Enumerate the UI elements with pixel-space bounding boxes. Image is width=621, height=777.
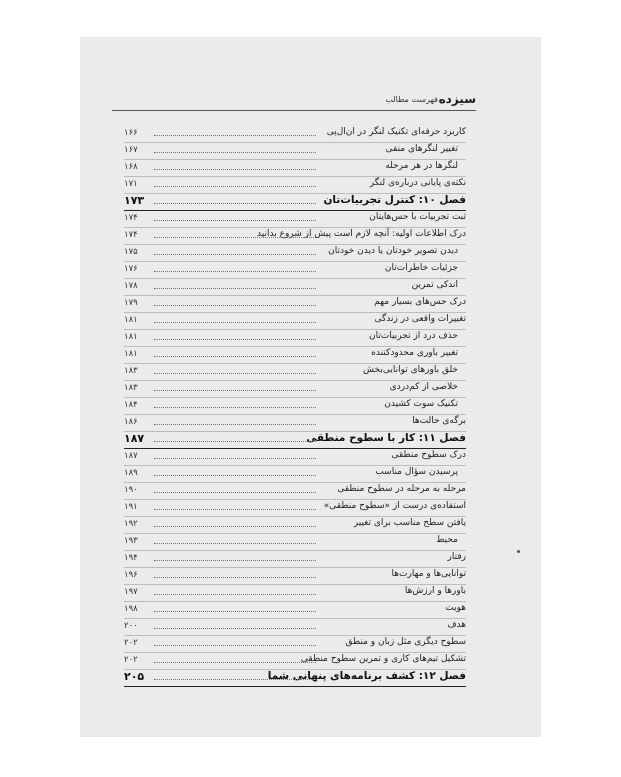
toc-page-number: ۱۹۱ [124,502,138,512]
toc-row [124,279,466,296]
toc-page-number: ۱۸۹ [124,468,138,478]
leader-dots [154,611,316,612]
toc-page-number: ۱۸۳ [124,366,138,376]
toc-page-number: ۱۸۱ [124,315,138,325]
running-header-subtitle: فهرست مطالب [385,95,438,104]
leader-dots [154,679,316,680]
toc-page-number: ۱۹۲ [124,519,138,529]
toc-row [124,177,466,194]
page-speck [517,550,520,553]
toc-page-number: ۱۸۱ [124,332,138,342]
toc-row [124,330,466,347]
toc-row [124,534,466,551]
toc-page-number: ۱۷۹ [124,298,138,308]
toc-page-number: ۱۸۶ [124,417,138,427]
toc-title: پرسیدن سؤال مناسب [375,467,458,477]
toc-row [124,211,466,228]
toc-title: استفاده‌ی درست از «سطوح منطقی» [323,501,466,511]
toc-title: برگه‌ی حالت‌ها [412,416,466,426]
toc-page-number: ۱۹۳ [124,536,138,546]
toc-page-number: ۱۹۶ [124,570,138,580]
toc-row [124,466,466,483]
toc-title: هویت [445,603,466,613]
leader-dots [154,169,316,170]
toc-page-number: ۱۸۴ [124,400,138,410]
leader-dots [154,152,316,153]
toc-row [124,483,466,500]
leader-dots [154,237,316,238]
toc-row [124,415,466,432]
toc-row [124,313,466,330]
toc-row [124,381,466,398]
leader-dots [154,594,316,595]
leader-dots [154,441,316,442]
toc-row [124,449,466,466]
leader-dots [154,577,316,578]
leader-dots [154,509,316,510]
toc-row [124,619,466,636]
toc-page-number: ۲۰۲ [124,655,138,665]
toc-title: ثبت تجربیات با حس‌هایتان [369,212,466,222]
toc-page-number: ۱۸۱ [124,349,138,359]
toc-row [124,160,466,177]
leader-dots [154,254,316,255]
toc-row [124,245,466,262]
toc-title: درک اطلاعات اولیه: آنچه لازم است پیش از شروع بدانید [257,229,466,239]
toc-page-number: ۱۷۳ [124,194,145,207]
toc-page-number: ۱۶۷ [124,145,138,155]
leader-dots [154,662,316,663]
leader-dots [154,339,316,340]
page-number-heading: سیزده [438,92,476,106]
toc-title: تغییر لنگرهای منفی [385,144,458,154]
toc-chapter-row [124,432,466,449]
toc-page-number: ۱۷۸ [124,281,138,291]
toc-chapter-row [124,194,466,211]
leader-dots [154,373,316,374]
leader-dots [154,322,316,323]
toc-page-number: ۱۷۵ [124,247,138,257]
leader-dots [154,305,316,306]
toc-row [124,551,466,568]
toc-row [124,636,466,653]
toc-page-number: ۱۹۸ [124,604,138,614]
toc-title: درک سطوح منطقی [391,450,466,460]
leader-dots [154,135,316,136]
toc-title: خلق باورهای توانایی‌بخش [363,365,458,375]
toc-title: لنگرها در هر مرحله [385,161,458,171]
leader-dots [154,543,316,544]
toc-title: تغییر باوری محدودکننده [371,348,458,358]
toc-title: فصل ۱۲: کشف برنامه‌های پنهانی شما [267,670,466,682]
toc-page-number: ۲۰۵ [124,670,145,683]
toc-row [124,568,466,585]
toc-title: تکنیک سوت کشیدن [384,399,458,409]
toc-row [124,653,466,670]
toc-row [124,143,466,160]
toc-title: سطوح دیگری مثل زبان و منطق [345,637,466,647]
toc-title: درک حس‌های بسیار مهم [374,297,466,307]
toc-row [124,602,466,619]
toc-title: هدف [447,620,466,630]
toc-title: مرحله به مرحله در سطوح منطقی [337,484,466,494]
leader-dots [154,645,316,646]
toc-title: نکته‌ی پایانی درباره‌ی لنگر [369,178,466,188]
toc-title: فصل ۱۰: کنترل تجربیات‌تان [323,194,466,206]
toc-page-number: ۱۸۷ [124,432,145,445]
toc-page-number: ۲۰۲ [124,638,138,648]
toc-title: رفتار [447,552,466,562]
toc-title: تغییرات واقعی در زندگی [374,314,466,324]
leader-dots [154,628,316,629]
toc-row [124,126,466,143]
toc-title: دیدن تصویر خودتان یا دیدن خودتان [328,246,458,256]
toc-row [124,296,466,313]
toc-row [124,585,466,602]
toc-chapter-row [124,670,466,687]
toc-page-number: ۱۶۸ [124,162,138,172]
leader-dots [154,220,316,221]
toc-title: اندکی تمرین [411,280,458,290]
leader-dots [154,424,316,425]
toc-title: حذف درد از تجربیات‌تان [369,331,458,341]
toc-title: محیط [436,535,458,545]
leader-dots [154,526,316,527]
toc-row [124,262,466,279]
toc-page-number: ۱۷۶ [124,264,138,274]
leader-dots [154,458,316,459]
toc-title: باورها و ارزش‌ها [404,586,466,596]
leader-dots [154,390,316,391]
toc-title: خلاصی از کم‌دردی [389,382,458,392]
toc-page-number: ۱۷۴ [124,213,138,223]
leader-dots [154,560,316,561]
toc-page-number: ۱۹۰ [124,485,138,495]
toc-row [124,364,466,381]
toc-page-number: ۱۶۶ [124,128,138,138]
leader-dots [154,203,316,204]
toc-title: جزئیات خاطرات‌تان [384,263,458,273]
leader-dots [154,288,316,289]
toc-title: توانایی‌ها و مهارت‌ها [391,569,466,579]
toc-page-number: ۱۸۷ [124,451,138,461]
toc-title: تشکیل تیم‌های کاری و تمرین سطوح منطقی [300,654,466,664]
toc-row [124,347,466,364]
toc-page-number: ۱۷۱ [124,179,138,189]
toc-title: کاربرد حرفه‌ای تکنیک لنگر در ان‌ال‌پی [326,127,466,137]
toc-row [124,228,466,245]
leader-dots [154,356,316,357]
toc-title: یافتن سطح مناسب برای تغییر [353,518,466,528]
toc-title: فصل ۱۱: کار با سطوح منطقی [306,432,466,444]
toc-page-number: ۱۸۳ [124,383,138,393]
leader-dots [154,475,316,476]
toc-page-number: ۱۷۴ [124,230,138,240]
toc-row [124,517,466,534]
table-of-contents [124,126,466,687]
toc-row [124,398,466,415]
leader-dots [154,186,316,187]
toc-page-number: ۱۹۷ [124,587,138,597]
running-header [112,92,476,111]
toc-page-number: ۱۹۴ [124,553,138,563]
toc-page-number: ۲۰۰ [124,621,138,631]
toc-row [124,500,466,517]
leader-dots [154,492,316,493]
leader-dots [154,407,316,408]
leader-dots [154,271,316,272]
